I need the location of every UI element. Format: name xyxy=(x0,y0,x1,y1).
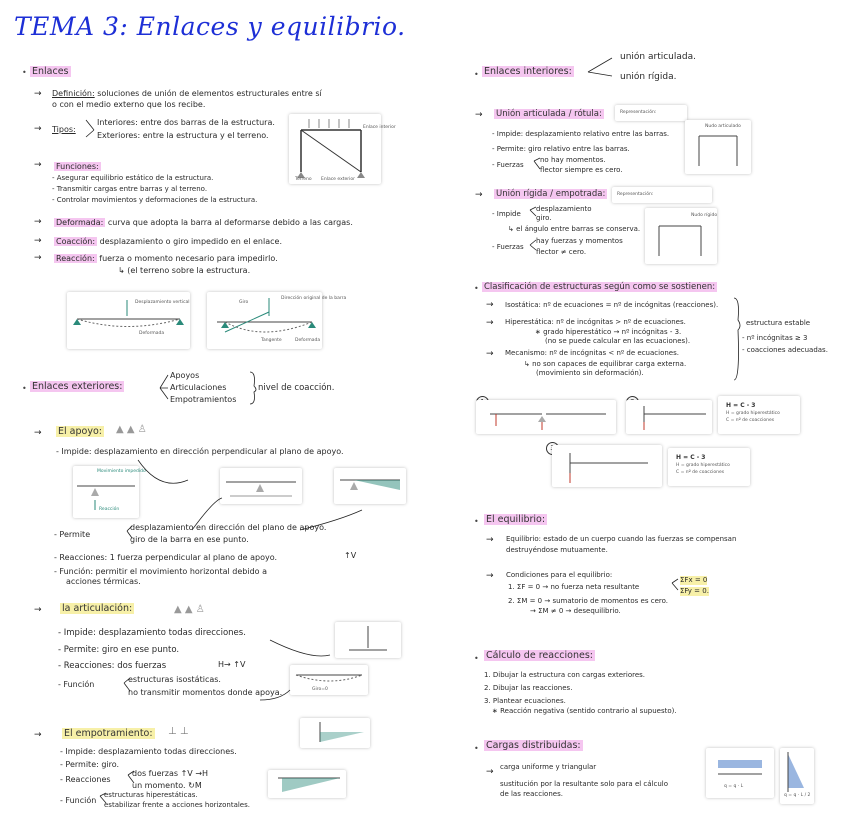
example-h-def: H = grado hiperestático xyxy=(676,463,730,468)
support-icons: ▲ ▲ ♙ xyxy=(116,424,147,435)
arrow-icon: → xyxy=(34,89,42,99)
ur-fuerzas-2: flector ≠ cero. xyxy=(536,248,587,256)
arrow-icon: → xyxy=(486,300,494,310)
deformada-text: curva que adopta la barra al deformarse debido a las cargas. xyxy=(107,218,353,227)
bullet: • xyxy=(474,70,479,79)
ur-angulo: ↳ el ángulo entre barras se conserva. xyxy=(508,225,641,233)
ur-impide-1: desplazamiento xyxy=(536,205,592,213)
bullet: • xyxy=(22,68,27,77)
arrow-icon: → xyxy=(34,124,42,134)
ext-item-empotramientos: Empotramientos xyxy=(170,395,237,404)
emp-funcion-2: estabilizar frente a acciones horizontales. xyxy=(104,801,250,809)
tipos-interiores: Interiores: entre dos barras de la estructura. xyxy=(97,118,275,127)
ua-heading-text: Unión articulada / rótula: xyxy=(496,109,602,119)
clas-side-2: - nº incógnitas ≥ 3 xyxy=(742,334,808,342)
example-formula: H = C - 3 xyxy=(726,402,756,409)
definicion-line1: soluciones de unión de elementos estructurales entre sí xyxy=(97,89,322,98)
fig1-label: Enlace interior xyxy=(363,125,396,130)
arrow-icon: → xyxy=(486,349,494,359)
apoyo-impide: - Impide: desplazamiento en dirección perpendicular al plano de apoyo. xyxy=(56,447,344,456)
ua-permite: - Permite: giro relativo entre las barras. xyxy=(492,145,630,153)
reaccion-text: fuerza o momento necesario para impedirlo. xyxy=(99,254,278,263)
page-title: TEMA 3: Enlaces y equilibrio. xyxy=(14,12,406,41)
clas-side-3: - coacciones adecuadas. xyxy=(742,346,828,354)
art-funcion-heading: - Función xyxy=(58,680,95,689)
bullet: • xyxy=(474,744,479,753)
ur-fig-label: Nudo rígido xyxy=(691,213,718,218)
cargas-text-3: de las reacciones. xyxy=(500,790,563,798)
calc-step-2: 2. Dibujar las reacciones. xyxy=(484,684,573,692)
interiores-item-2: unión rígida. xyxy=(620,72,677,82)
cond-heading: Condiciones para el equilibrio: xyxy=(506,571,613,579)
apoyo-permite-line2: giro de la barra en ese punto. xyxy=(130,535,249,544)
emp-impide: - Impide: desplazamiento todas direcciones. xyxy=(60,747,237,756)
emp-reacciones-1: dos fuerzas ↑V →H xyxy=(132,769,209,778)
apoyo-permite-heading: - Permite xyxy=(54,530,91,539)
ur-impide-2: giro. xyxy=(536,214,552,222)
arrow-icon: → xyxy=(486,535,494,545)
fig2-label: Deformada xyxy=(139,331,165,336)
fig2-label: Deformada xyxy=(295,338,321,343)
apoyo-funcion-2: acciones térmicas. xyxy=(66,577,141,586)
apoyo-heading-text: El apoyo: xyxy=(58,426,102,437)
ur-angulo-text: el ángulo entre barras se conserva. xyxy=(516,225,641,233)
example-h-def: H = grado hiperestático xyxy=(726,411,780,416)
arrow-icon: → xyxy=(34,217,42,227)
arrow-icon: → xyxy=(34,236,42,246)
arrow-icon: → xyxy=(475,190,483,200)
cargas-heading-text: Cargas distribuidas: xyxy=(486,740,581,751)
bullet: • xyxy=(22,384,27,393)
fig1-label: Enlace exterior xyxy=(321,177,355,182)
arrow-icon: → xyxy=(34,160,42,170)
calc-note: ∗ Reacción negativa (sentido contrario al supuesto). xyxy=(492,707,677,715)
ur-fuerzas-1: hay fuerzas y momentos xyxy=(536,237,623,245)
art-heading-text: la articulación: xyxy=(62,603,133,614)
cargas-fig-label: q = q · L / 2 xyxy=(784,793,811,798)
tipos-exteriores: Exteriores: entre la estructura y el terreno. xyxy=(97,131,269,140)
apoyo-permite-line1: desplazamiento en dirección del plano de apoyo. xyxy=(130,523,327,532)
reaccion-text2-value: (el terreno sobre la estructura. xyxy=(127,266,251,275)
fig2-label: Dirección original de la barra xyxy=(281,296,347,301)
bullet: • xyxy=(474,517,479,526)
emp-funcion-1: estructuras hiperestáticas. xyxy=(104,791,198,799)
fig2-label: Tangente xyxy=(261,338,282,343)
reaccion-text2: ↳ (el terreno sobre la estructura. xyxy=(118,266,251,275)
ur-heading-text: Unión rígida / empotrada: xyxy=(496,189,606,199)
arrow-icon: → xyxy=(34,253,42,263)
arrow-icon: → xyxy=(486,767,494,777)
fig1-label: Terreno xyxy=(295,177,312,182)
ua-rep-label: Representación: xyxy=(620,110,657,115)
arrow-icon: → xyxy=(486,318,494,328)
art-reac-symbol: H→ ↑V xyxy=(218,660,246,669)
ext-nivel: nivel de coacción. xyxy=(258,383,335,393)
ur-impide-heading: - Impide xyxy=(492,210,521,218)
ua-impide: - Impide: desplazamiento relativo entre las barras. xyxy=(492,130,670,138)
fig2-label: Desplazamiento vertical xyxy=(135,300,190,305)
clas-mecanismo: Mecanismo: nº de incógnitas < nº de ecuaciones. xyxy=(505,349,679,357)
arrow-icon: → xyxy=(475,110,483,120)
emp-reacciones-2: un momento. ↻M xyxy=(132,781,202,790)
arrow-icon: → xyxy=(34,428,42,438)
example-c-def: C = nº de coacciones xyxy=(676,470,725,475)
ua-fig-label: Nudo articulado xyxy=(705,124,741,129)
clas-meca-2: (movimiento sin deformación). xyxy=(536,369,644,377)
ua-fuerzas-1: no hay momentos. xyxy=(540,156,606,164)
enlaces-heading-text: Enlaces xyxy=(32,66,69,77)
clas-meca-1-text: no son capaces de equilibrar carga externa. xyxy=(532,360,687,368)
reaccion-heading: Reacción: xyxy=(56,254,95,263)
bullet: • xyxy=(474,654,479,663)
ext-item-articulaciones: Articulaciones xyxy=(170,383,227,392)
deformada-heading: Deformada: xyxy=(56,218,104,227)
cond-1b: ΣFx = 0 xyxy=(680,576,708,584)
eq-text-2: destruyéndose mutuamente. xyxy=(506,546,608,554)
art-funcion-2: no transmitir momentos donde apoya. xyxy=(128,688,283,697)
cargas-text-2: sustitución por la resultante solo para el cálculo xyxy=(500,780,669,788)
art-impide: - Impide: desplazamiento todas direcciones. xyxy=(58,628,246,638)
clas-hiper-2: (no se puede calcular en las ecuaciones). xyxy=(545,337,691,345)
emp-funcion-heading: - Función xyxy=(60,796,97,805)
calc-step-3: 3. Plantear ecuaciones. xyxy=(484,697,566,705)
arrow-icon: → xyxy=(34,605,42,615)
art-fig-label: Giro=0 xyxy=(312,687,328,692)
eq-heading-text: El equilibrio: xyxy=(486,514,546,525)
clas-isostatica: Isostática: nº de ecuaciones = nº de incógnitas (reacciones). xyxy=(505,301,719,309)
coaccion-heading: Coacción: xyxy=(56,237,96,246)
fig2-label: Giro xyxy=(239,300,249,305)
cargas-fig-label: q = q · L xyxy=(724,784,744,789)
definicion-heading-text: Definición: xyxy=(52,89,95,98)
ua-fuerzas-heading: - Fuerzas xyxy=(492,161,524,169)
clas-heading-text: Clasificación de estructuras según como se sostienen: xyxy=(484,282,716,292)
emp-heading-text: El empotramiento: xyxy=(64,728,153,739)
example-formula: H = C - 3 xyxy=(676,454,706,461)
clas-hiper-1: ∗ grado hiperestático → nº incógnitas - 3. xyxy=(535,328,682,336)
ur-rep-label: Representación: xyxy=(617,192,654,197)
clas-side-1: estructura estable xyxy=(746,319,811,327)
cond-3: → ΣM ≠ 0 → desequilibrio. xyxy=(530,607,621,615)
ua-fuerzas-2: flector siempre es cero. xyxy=(540,166,623,174)
interiores-item-1: unión articulada. xyxy=(620,52,696,62)
calc-heading-text: Cálculo de reacciones: xyxy=(486,650,593,661)
eq-text-1: Equilibrio: estado de un cuerpo cuando las fuerzas se compensan xyxy=(506,535,737,543)
art-permite: - Permite: giro en ese punto. xyxy=(58,645,180,655)
calc-step-1: 1. Dibujar la estructura con cargas exteriores. xyxy=(484,671,646,679)
emp-reacciones-heading: - Reacciones xyxy=(60,775,111,784)
art-reacciones: - Reacciones: dos fuerzas xyxy=(58,661,167,671)
apoyo-reac-symbol: ↑V xyxy=(344,551,357,560)
articulation-icons: ▲ ▲ ♙ xyxy=(174,604,205,615)
cargas-text-1: carga uniforme y triangular xyxy=(500,763,597,771)
emp-permite: - Permite: giro. xyxy=(60,760,120,769)
empotramiento-icons: ⊥ ⊥ xyxy=(168,726,189,737)
tipos-heading-text: Tipos: xyxy=(52,125,76,134)
ur-fuerzas-heading: - Fuerzas xyxy=(492,243,524,251)
ext-heading-text: Enlaces exteriores: xyxy=(32,381,123,392)
apoyo-reacciones: - Reacciones: 1 fuerza perpendicular al plano de apoyo. xyxy=(54,553,278,562)
cond-1c: ΣFy = 0. xyxy=(680,587,709,595)
apoyo-fig-label: Movimiento impedido xyxy=(97,469,146,474)
apoyo-fig-label: Reacción xyxy=(99,507,120,512)
funciones-line3: - Controlar movimientos y deformaciones de la estructura. xyxy=(52,196,258,204)
art-funcion-1: estructuras isostáticas. xyxy=(128,675,221,684)
cond-1: 1. ΣF = 0 → no fuerza neta resultante xyxy=(508,583,640,591)
funciones-line2: - Transmitir cargas entre barras y al terreno. xyxy=(52,185,208,193)
funciones-heading-text: Funciones: xyxy=(56,162,99,171)
arrow-icon: → xyxy=(34,730,42,740)
clas-meca-1: ↳ no son capaces de equilibrar carga externa. xyxy=(524,360,687,368)
interiores-heading-text: Enlaces interiores: xyxy=(484,66,572,77)
coaccion-text: desplazamiento o giro impedido en el enlace. xyxy=(99,237,282,246)
bullet: • xyxy=(474,284,479,293)
example-c-def: C = nº de coacciones xyxy=(726,418,775,423)
apoyo-funcion-1: - Función: permitir el movimiento horizontal debido a xyxy=(54,567,267,576)
clas-hiperestatica: Hiperestática: nº de incógnitas > nº de ecuaciones. xyxy=(505,318,686,326)
definicion-line2: o con el medio externo que los recibe. xyxy=(52,100,206,109)
ext-item-apoyos: Apoyos xyxy=(170,371,200,380)
arrow-icon: → xyxy=(486,571,494,581)
funciones-line1: - Asegurar equilibrio estático de la estructura. xyxy=(52,174,214,182)
cond-2: 2. ΣM = 0 → sumatorio de momentos es cero. xyxy=(508,597,668,605)
